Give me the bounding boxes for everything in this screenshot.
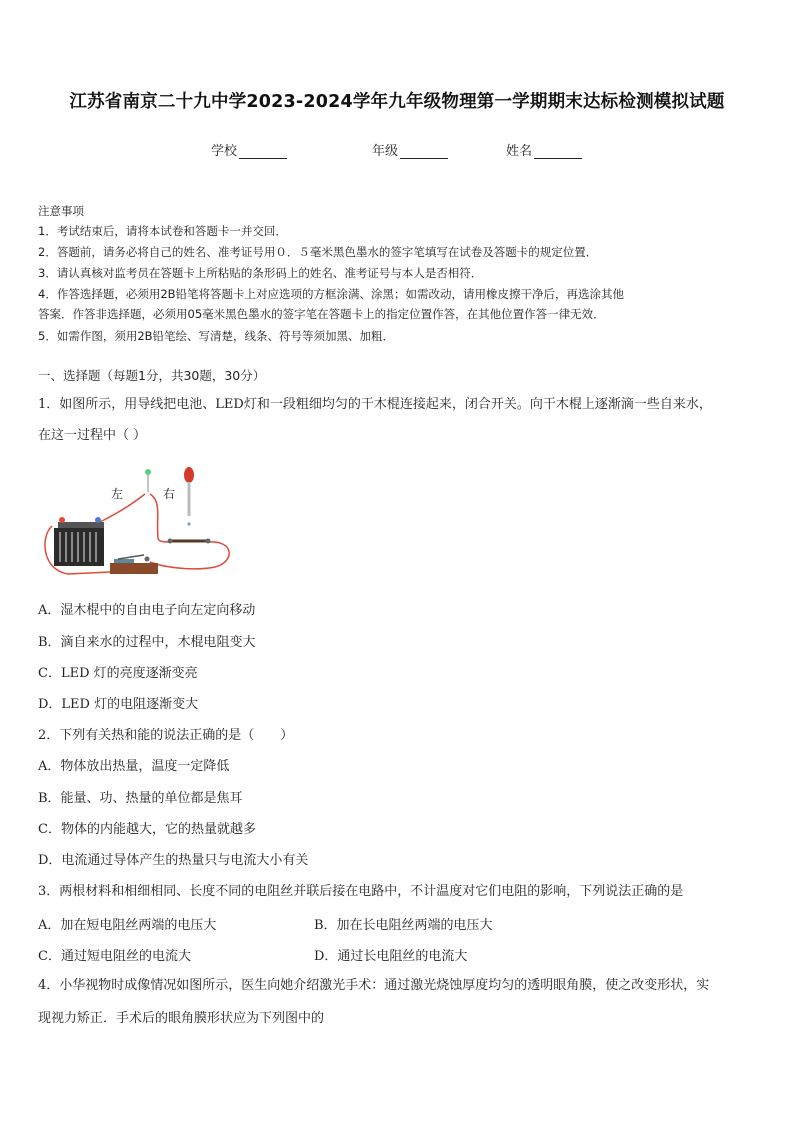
name-field — [506, 140, 582, 159]
switch-icon — [110, 555, 158, 574]
question-1-option: B．滴自来水的过程中，木棍电阻变大 — [38, 635, 256, 650]
question-4-stem-cont: 现视力矫正．手术后的眼角膜形状应为下列图中的 — [38, 1011, 325, 1026]
notice-item: 5．如需作图，须用2B铅笔绘、写清楚，线条、符号等须加黑、加粗． — [38, 329, 395, 343]
figure-right-label: 右 — [163, 487, 176, 501]
notice-item: 2．答题前，请务必将自己的姓名、准考证号用０．５毫米黑色墨水的签字笔填写在试卷及答题卡的规定位置． — [38, 245, 598, 259]
name-blank — [534, 144, 582, 159]
question-2-option: B．能量、功、热量的单位都是焦耳 — [38, 791, 243, 806]
notice-item: 1．考试结束后，请将本试卷和答题卡一并交回． — [38, 224, 287, 238]
question-1-option: C．LED 灯的亮度逐渐变亮 — [38, 666, 198, 681]
school-label: 学校 — [211, 144, 238, 159]
grade-field — [372, 140, 448, 159]
circuit-figure — [40, 462, 235, 580]
question-2-option: C．物体的内能越大，它的热量就越多 — [38, 822, 256, 837]
question-2-option: A．物体放出热量，温度一定降低 — [38, 759, 230, 774]
exam-title: 江苏省南京二十九中学2023-2024学年九年级物理第一学期期末达标检测模拟试题 — [69, 92, 725, 112]
question-3-option: B．加在长电阻丝两端的电压大 — [314, 918, 493, 933]
wooden-stick — [168, 539, 211, 544]
led-icon — [145, 469, 151, 492]
question-3-stem: 3．两根材料和相细相同、长度不同的电阻丝并联后接在电路中，不计温度对它们电阻的影响，下列说法正确的是 — [38, 884, 684, 899]
notice-heading: 注意事项 — [38, 204, 84, 218]
question-2-option: D．电流通过导体产生的热量只与电流大小有关 — [38, 853, 309, 868]
section-heading: 一、选择题（每题1分，共30题，30分） — [38, 368, 266, 383]
grade-label: 年级 — [372, 144, 399, 159]
question-1-stem: 1．如图所示，用导线把电池、LED灯和一段粗细均匀的干木棍连接起来，闭合开关。向干木棍上逐渐滴一些自来水， — [38, 397, 712, 412]
question-4-stem: 4．小华视物时成像情况如图所示，医生向她介绍激光手术：通过激光烧蚀厚度均匀的透明眼角膜，使之改变形状，实 — [38, 978, 710, 993]
question-2-stem: 2．下列有关热和能的说法正确的是（ ） — [38, 728, 294, 743]
dropper-icon — [184, 467, 194, 526]
question-1-stem-cont: 在这一过程中（ ） — [38, 428, 147, 443]
wire — [150, 542, 229, 569]
question-1-option: D．LED 灯的电阻逐渐变大 — [38, 697, 199, 712]
question-3-option: C．通过短电阻丝的电流大 — [38, 949, 191, 964]
question-1-option: A．湿木棍中的自由电子向左定向移动 — [38, 603, 256, 618]
name-label: 姓名 — [506, 144, 533, 159]
school-blank — [239, 144, 287, 159]
grade-blank — [400, 144, 448, 159]
student-info-fields — [0, 140, 794, 160]
question-3-option: D．通过长电阻丝的电流大 — [314, 949, 468, 964]
notice-item: 3．请认真核对监考员在答题卡上所粘贴的条形码上的姓名、准考证号与本人是否相符． — [38, 266, 483, 280]
notice-item: 4．作答选择题，必须用2B铅笔将答题卡上对应选项的方框涂满、涂黑；如需改动，请用橡皮擦干净后，再选涂其他 — [38, 287, 625, 301]
question-3-option: A．加在短电阻丝两端的电压大 — [38, 918, 217, 933]
battery-icon — [54, 517, 104, 566]
figure-left-label: 左 — [111, 487, 124, 501]
notice-item: 答案．作答非选择题，必须用05毫米黑色墨水的签字笔在答题卡上的指定位置作答，在其他位置作答一律无效． — [38, 307, 605, 321]
school-field — [211, 140, 287, 159]
